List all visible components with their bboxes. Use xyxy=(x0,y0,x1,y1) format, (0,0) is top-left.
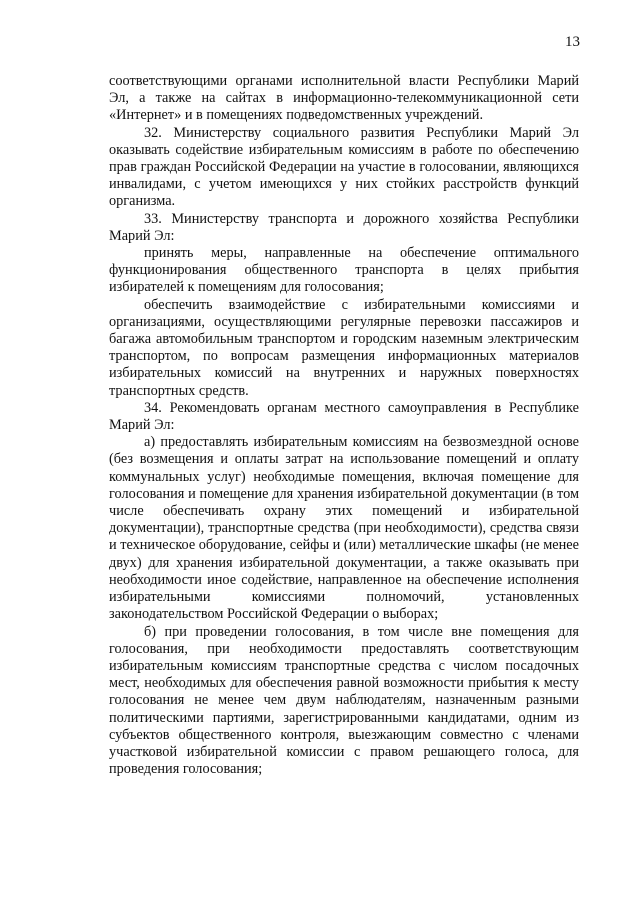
paragraph-item-34-b: б) при проведении голосования, в том числе вне помещения для голосования, при необходимости предоставлять соответствующим избирательным комиссиям транспортные средства с числом посадочных мест, необходимых для обеспечения равной возможности прибытия к месту голосования не менее чем двум наблюдателям, назначенным разными политическими партиями, зарегистрированными кандидатами, одним из субъектов общественного контроля, выезжающим совместно с членами участковой избирательной комиссии с правом решающего голоса, для проведения голосования; xyxy=(109,623,579,778)
paragraph-item-33: 33. Министерству транспорта и дорожного хозяйства Республики Марий Эл: xyxy=(109,210,579,244)
paragraph-item-33-measures: принять меры, направленные на обеспечение оптимального функционирования общественного транспорта в целях прибытия избирателей к помещениям для голосования; xyxy=(109,245,579,296)
paragraph-item-34: 34. Рекомендовать органам местного самоуправления в Республике Марий Эл: xyxy=(109,399,579,434)
paragraph-item-33-interaction: обеспечить взаимодействие с избирательными комиссиями и организациями, осуществляющими регулярные перевозки пассажиров и багажа автомобильным транспортом и городским наземным электрическим транспортом, по вопросам размещения информационных материалов избирательных комиссий на внутренних и наружных поверхностях транспортных средств. xyxy=(109,296,579,399)
paragraph-item-32: 32. Министерству социального развития Республики Марий Эл оказывать содействие избирательным комиссиям в работе по обеспечению прав граждан Российской Федерации на участие в голосовании, являющихся инвалидами, с учетом имеющихся у них стойких расстройств функций организма. xyxy=(109,124,579,210)
document-body xyxy=(109,73,579,778)
paragraph-continuation: соответствующими органами исполнительной власти Республики Марий Эл, а также на сайтах в информационно-телекоммуникационной сети «Интернет» и в помещениях подведомственных учреждений. xyxy=(109,73,579,124)
paragraph-item-34-a: а) предоставлять избирательным комиссиям на безвозмездной основе (без возмещения и оплаты затрат на использование помещений и оплату коммунальных услуг) необходимые помещения, включая помещение для голосования и помещение для хранения избирательной документации (в том числе обеспечивать охрану этих помещений и избирательной документации), транспортные средства (при необходимости), средства связи и техническое оборудование, сейфы и (или) металлические шкафы (не менее двух) для хранения избирательной документации, а также оказывать при необходимости иное содействие, направленное на обеспечение исполнения избирательными комиссиями полномочий, установленных законодательством Российской Федерации о выборах; xyxy=(109,434,579,623)
page-number: 13 xyxy=(565,34,580,50)
